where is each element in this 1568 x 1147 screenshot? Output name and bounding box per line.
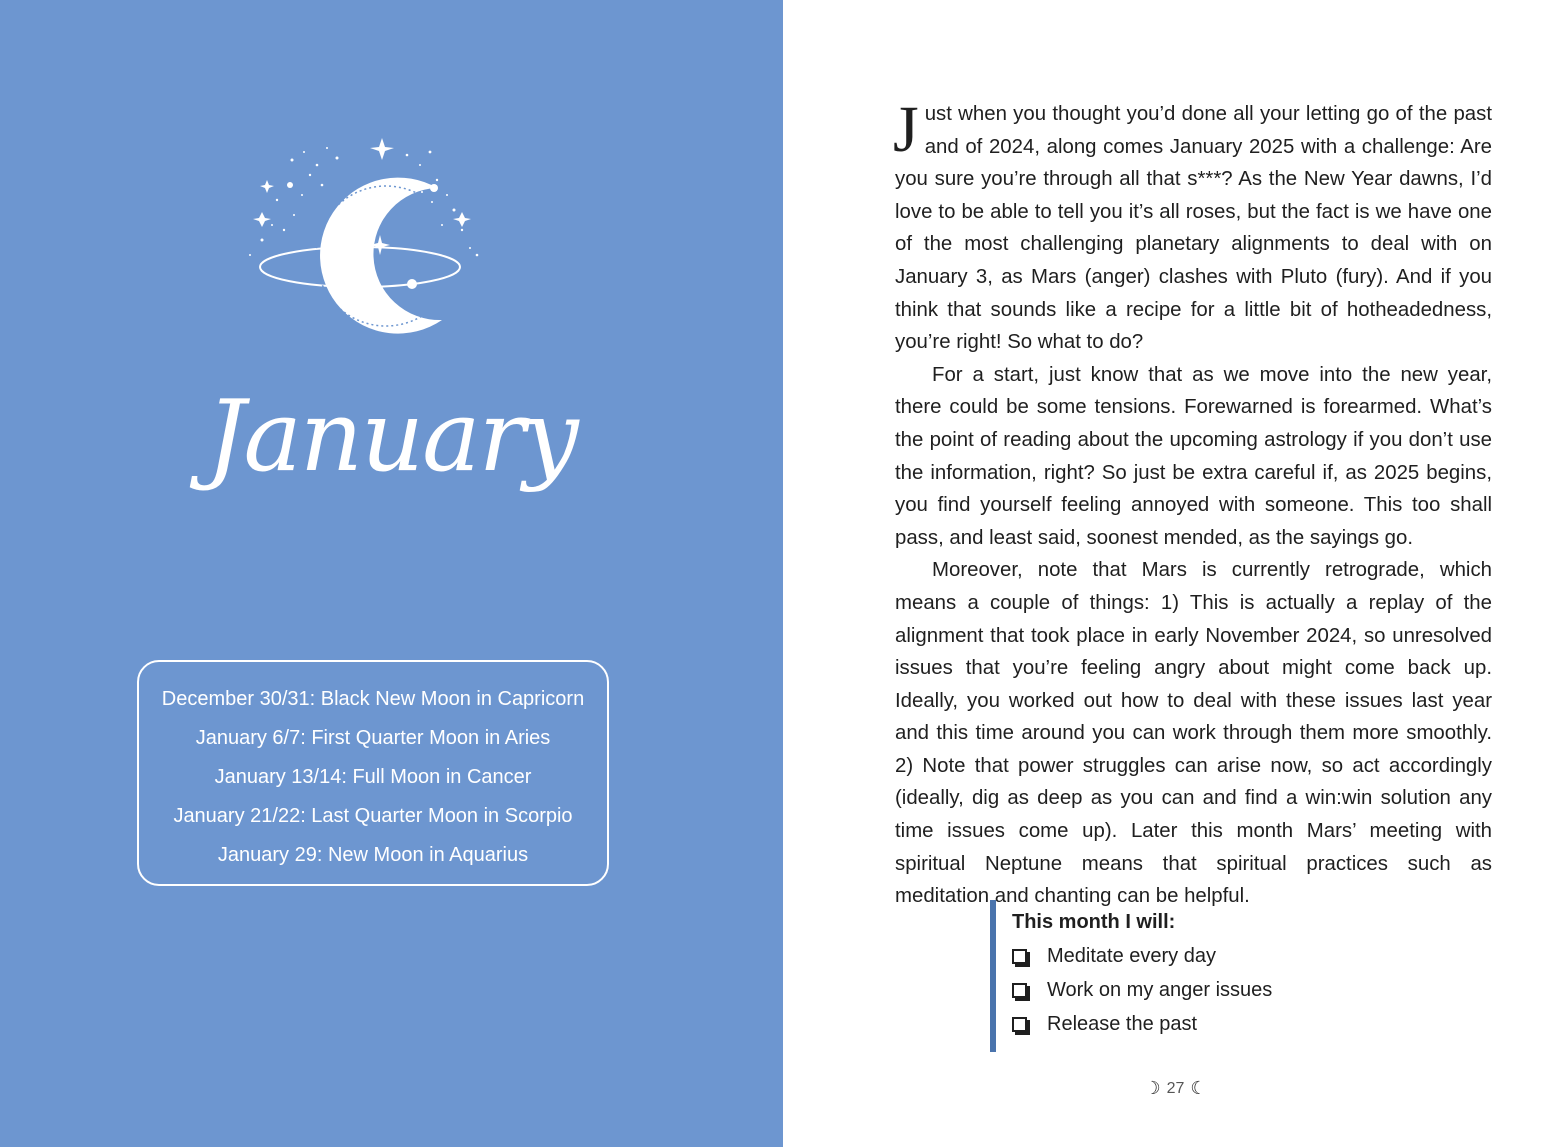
checklist-item-label: Work on my anger issues — [1047, 978, 1273, 1001]
moon-phase-item: January 13/14: Full Moon in Cancer — [214, 766, 532, 788]
crescent-moon-icon — [232, 130, 492, 350]
checklist-item[interactable] — [1012, 943, 1390, 969]
right-page — [783, 0, 1568, 1147]
checklist-item-label: Release the past — [1047, 1012, 1198, 1035]
checkbox-icon[interactable] — [1012, 949, 1027, 964]
month-title: January — [206, 380, 577, 494]
checklist-item[interactable] — [1012, 977, 1390, 1003]
drop-cap: J — [893, 93, 919, 166]
monthly-checklist — [990, 900, 1390, 1052]
paragraph-3: Moreover, note that Mars is currently retrograde, which means a couple of things: 1) This is actually a replay of the alignment that took place in early November 2024, so unresolved issues that you’re feeling angry about might come back up. Ideally, you worked out how to deal with these issues last year and this time around you can work through them more smoothly. 2) Note that power struggles can arise now, so act accordingly (ideally, dig as deep as you can and find a win:win solution any time issues come up). Later this month Mars’ meeting with spiritual Neptune means that spiritual practices such as meditation and chanting can be helpful. — [895, 559, 1492, 908]
moon-phase-item: December 30/31: Black New Moon in Capricorn — [161, 688, 585, 710]
paragraph-text: ust when you thought you’d done all your letting go of the past and of 2024, along comes January 2025 with a challenge: Are you sure you’re through all that s***? As the New Year dawns, I’d love to be able to tell you it’s all roses, but the fact is we have one of the most challenging planetary alignments to deal with on January 3, as Mars (anger) clashes with Pluto (fury). And if you think that sounds like a recipe for a little bit of hotheadedness, you’re right! So what to do? — [895, 103, 1492, 354]
moon-phase-item: January 6/7: First Quarter Moon in Aries — [195, 727, 551, 749]
checklist-item-label: Meditate every day — [1047, 944, 1216, 967]
body-text — [893, 93, 1492, 913]
moon-phase-item: January 21/22: Last Quarter Moon in Scorpio — [173, 805, 573, 827]
page-number: 27 — [1166, 1079, 1185, 1097]
moon-phases-box — [137, 660, 609, 886]
checklist-item[interactable] — [1012, 1011, 1390, 1037]
checklist-title: This month I will: — [1012, 911, 1176, 933]
checkbox-icon[interactable] — [1012, 1017, 1027, 1032]
left-page — [0, 0, 783, 1147]
paragraph-1 — [893, 93, 1492, 359]
paragraph-2: For a start, just know that as we move into the new year, there could be some tensions. Forewarned is forearmed. What’s the point of reading about the upcoming astrology if you don’t use the information, right? So just be extra careful if, as 2025 begins, you find yourself feeling annoyed with someone. This too shall pass, and least said, soonest mended, as the sayings go. — [895, 363, 1492, 549]
waning-moon-icon: ☾ — [1190, 1078, 1207, 1098]
waxing-moon-icon: ☽ — [1144, 1078, 1161, 1098]
moon-phase-item: January 29: New Moon in Aquarius — [217, 844, 529, 866]
checkbox-icon[interactable] — [1012, 983, 1027, 998]
page-folio — [783, 1078, 1568, 1099]
